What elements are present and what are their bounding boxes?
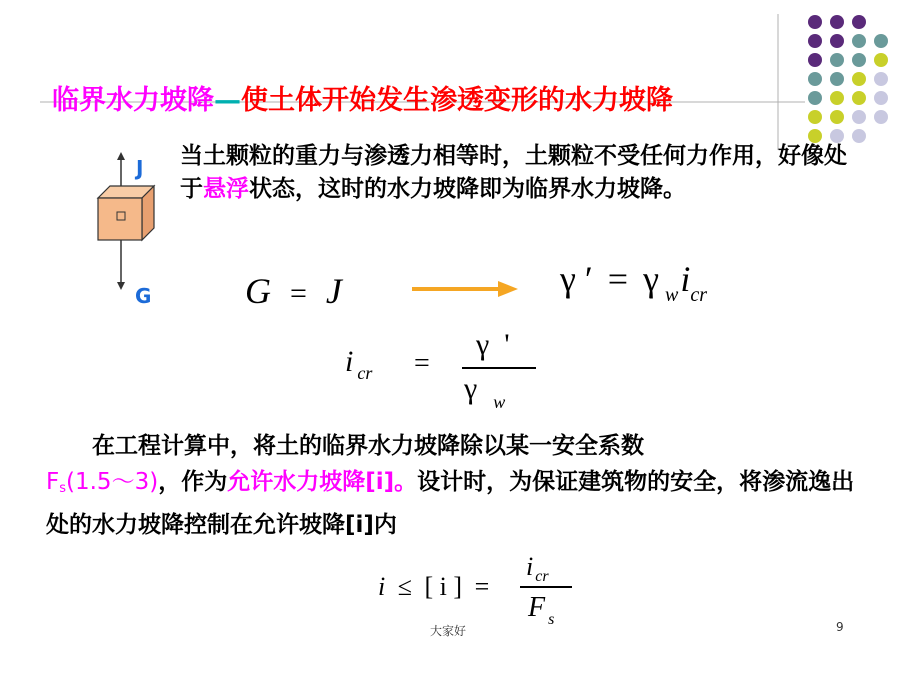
eq4-bracket: [ i ] (424, 572, 463, 601)
paragraph2-part3: 设计时，为保证建筑物的安全，将渗流逸出处的水力坡降控制在允许坡降[i]内 (46, 469, 855, 538)
implies-arrow-icon (410, 276, 520, 302)
decorative-dot (830, 91, 844, 105)
decorative-dot (852, 72, 866, 86)
fs-symbol (46, 469, 158, 495)
arrow-up-icon (117, 152, 125, 160)
arrow-down-icon (117, 282, 125, 290)
decorative-dot (852, 15, 866, 29)
decorative-dot (852, 53, 866, 67)
eq2-sub-cr: cr (690, 284, 708, 306)
eq2-eq: = (607, 259, 629, 299)
paragraph-critical-gradient (180, 140, 860, 206)
title-text: 使土体开始发生渗透变形的水力坡降 (241, 85, 673, 116)
title-prefix: 临界水力坡降 (52, 85, 214, 116)
eq4-denominator (528, 592, 554, 629)
cube-icon (98, 186, 154, 240)
decorative-dot (830, 15, 844, 29)
equation-gamma-prime (560, 258, 707, 307)
decorative-dot (874, 91, 888, 105)
slide-title (52, 78, 673, 117)
decorative-dot (830, 34, 844, 48)
paragraph-allowable-gradient (46, 428, 876, 543)
decorative-dot (808, 91, 822, 105)
decorative-dot (808, 53, 822, 67)
equation-g-equals-j (245, 270, 342, 312)
fs-subscript: s (59, 481, 67, 496)
eq1-op: = (290, 277, 307, 310)
eq3-equals: = (414, 348, 430, 379)
paragraph2-part2: ，作为 (158, 469, 228, 495)
eq4-fraction-bar (520, 586, 572, 588)
decorative-dot (830, 53, 844, 67)
eq2-sub-w: w (665, 284, 679, 306)
decorative-dot (852, 110, 866, 124)
decorative-dot (808, 72, 822, 86)
eq2-gamma: γ (643, 259, 660, 299)
eq1-right: J (325, 271, 342, 311)
eq3-denominator (464, 372, 505, 413)
decorative-dot (808, 110, 822, 124)
eq2-gamma-prime: γ ′ (560, 259, 593, 299)
eq3-den-gamma: γ (464, 372, 478, 405)
title-dash: — (214, 85, 241, 116)
paragraph2-rest (46, 464, 876, 543)
decorative-dot (830, 72, 844, 86)
eq4-i: i (378, 572, 386, 601)
decorative-dot (874, 110, 888, 124)
footer-text: 大家好 (430, 624, 467, 638)
decorative-dot (808, 34, 822, 48)
paragraph2-line1: 在工程计算中，将土的临界水力坡降除以某一安全系数 (92, 433, 644, 459)
eq4-le: ≤ (397, 572, 413, 601)
soil-particle-diagram (90, 150, 170, 310)
label-g: G (135, 284, 152, 308)
decorative-dot (874, 53, 888, 67)
decorative-dot (852, 34, 866, 48)
decorative-dot (830, 110, 844, 124)
decorative-dot (808, 15, 822, 29)
equation-icr (345, 345, 372, 384)
eq4-eq: = (474, 572, 490, 601)
decorative-dot (874, 34, 888, 48)
paragraph1-highlight: 悬浮 (203, 176, 249, 202)
decorative-dot (852, 91, 866, 105)
eq1-left: G (245, 271, 271, 311)
decorative-dot (874, 72, 888, 86)
eq4-den-F: F (528, 592, 546, 623)
eq3-numerator: γ ' (476, 328, 510, 361)
label-j: J (136, 156, 144, 180)
eq2-i: i (680, 259, 691, 299)
eq3-den-sub-w: w (493, 392, 506, 412)
paragraph1-part2: 状态，这时的水力坡降即为临界水力坡降。 (249, 176, 686, 202)
eq3-i: i (345, 345, 354, 378)
page-number: 9 (836, 620, 844, 634)
fs-letter: F (46, 469, 60, 495)
paragraph1-part1: 当土颗粒的重力与渗透力相等时，土颗粒不受任何力作用，好像处于 (180, 143, 847, 202)
eq4-numerator (526, 552, 549, 586)
eq4-den-sub: s (548, 611, 555, 628)
paragraph2-highlight: 允许水力坡降[i]。 (227, 469, 418, 495)
eq4-num-sub: cr (535, 568, 549, 585)
eq3-fraction-bar (462, 367, 536, 369)
eq4-num-i: i (526, 552, 534, 581)
eq3-sub-cr: cr (357, 363, 373, 383)
equation-allowable (378, 572, 489, 602)
fs-range: (1.5～3) (66, 469, 159, 495)
